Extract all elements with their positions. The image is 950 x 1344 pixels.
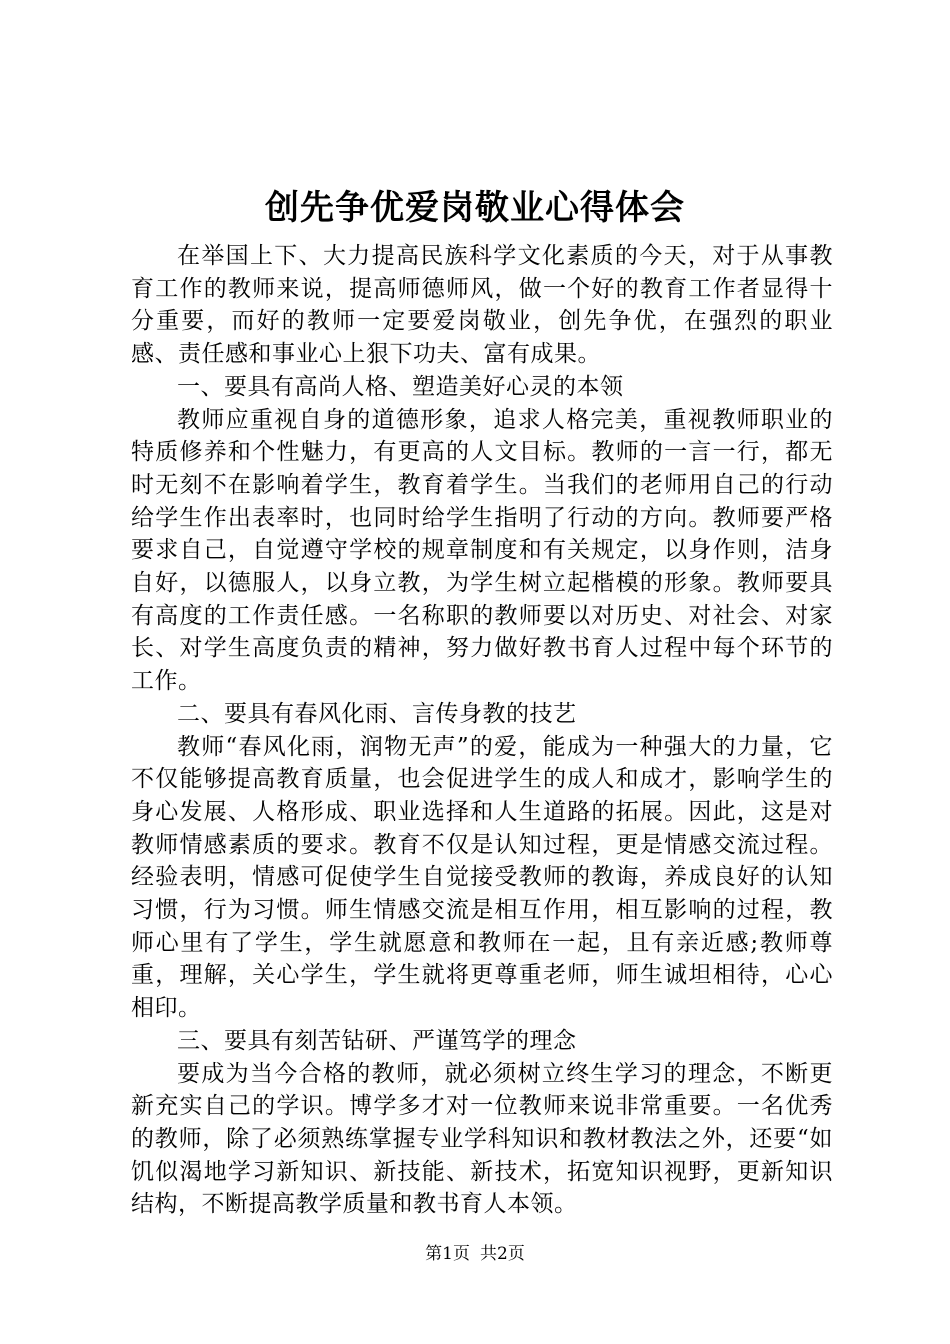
paragraph-section-1: 教师应重视自身的道德形象，追求人格完美，重视教师职业的特质修养和个性魅力，有更高的人文目标。教师的一言一行，都无时无刻不在影响着学生，教育着学生。当我们的老师用自己的行动给学生作出表率时，也同时给学生指明了行动的方向。教师要严格要求自己，自觉遵守学校的规章制度和有关规定，以身作则，洁身自好，以德服人，以身立教，为学生树立起楷模的形象。教师要具有高度的工作责任感。一名称职的教师要以对历史、对社会、对家长、对学生高度负责的精神，努力做好教书育人过程中每个环节的工作。 bbox=[131, 406, 833, 695]
section-heading-1: 一、要具有高尚人格、塑造美好心灵的本领 bbox=[177, 373, 624, 400]
paragraph-intro: 在举国上下、大力提高民族科学文化素质的今天，对于从事教育工作的教师来说，提高师德师风，做一个好的教育工作者显得十分重要，而好的教师一定要爱岗敬业，创先争优，在强烈的职业感、责任感和事业心上狠下功夫、富有成果。 bbox=[131, 243, 833, 368]
page-number: 第1页 bbox=[425, 1244, 470, 1264]
section-heading-3: 三、要具有刻苦钻研、严谨笃学的理念 bbox=[177, 1027, 577, 1054]
section-heading-2: 二、要具有春风化雨、言传身教的技艺 bbox=[177, 700, 577, 727]
page-title: 创先争优爱岗敬业心得体会 bbox=[265, 188, 685, 228]
page-footer bbox=[0, 1243, 950, 1265]
document-body bbox=[131, 240, 833, 1221]
paragraph-section-2: 教师“春风化雨，润物无声”的爱，能成为一种强大的力量，它不仅能够提高教育质量，也会促进学生的成人和成才，影响学生的身心发展、人格形成、职业选择和人生道路的拓展。因此，这是对教师情感素质的要求。教育不仅是认知过程，更是情感交流过程。经验表明，情感可促使学生自觉接受教师的教诲，养成良好的认知习惯，行为习惯。师生情感交流是相互作用，相互影响的过程，教师心里有了学生，学生就愿意和教师在一起，且有亲近感;教师尊重，理解，关心学生，学生就将更尊重老师，师生诚坦相待，心心相印。 bbox=[131, 733, 833, 1022]
paragraph-section-3: 要成为当今合格的教师，就必须树立终生学习的理念，不断更新充实自己的学识。博学多才对一位教师来说非常重要。一名优秀的教师，除了必须熟练掌握专业学科知识和教材教法之外，还要“如饥似渴地学习新知识、新技能、新技术，拓宽知识视野，更新知识结构，不断提高教学质量和教书育人本领。 bbox=[131, 1060, 833, 1218]
page-total: 共2页 bbox=[480, 1244, 525, 1264]
